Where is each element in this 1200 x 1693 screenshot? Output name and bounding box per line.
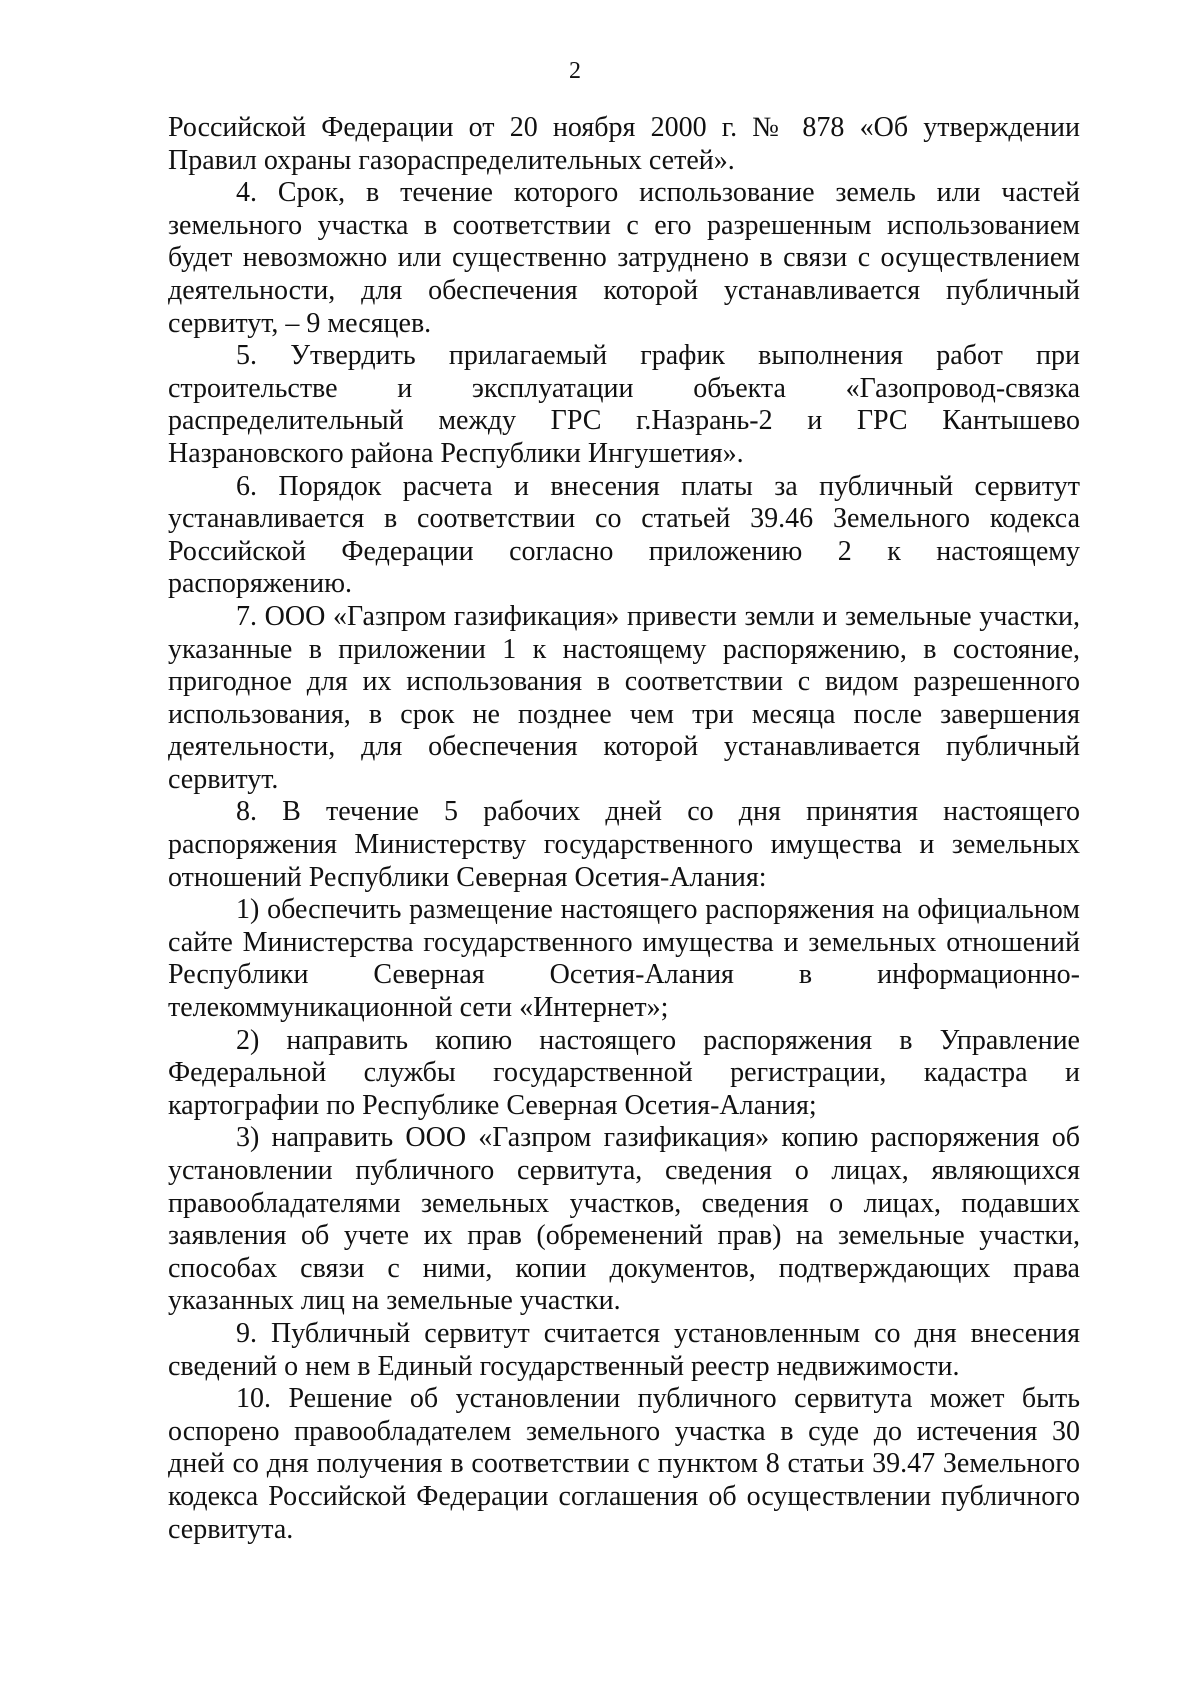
paragraph-item-5: 5. Утвердить прилагаемый график выполнения работ при строительстве и эксплуатации объекта «Газопровод-связка распределительный между ГРС г.Назрань-2 и ГРС Кантышево Назрановского района Республики Ингушетия». xyxy=(168,340,1080,469)
paragraph-item-6: 6. Порядок расчета и внесения платы за публичный сервитут устанавливается в соответствии со статьей 39.46 Земельного кодекса Российской Федерации согласно приложению 2 к настоящему распоряжению. xyxy=(168,470,1080,600)
document-body xyxy=(168,112,1080,1546)
paragraph-subitem-8-1: 1) обеспечить размещение настоящего распоряжения на официальном сайте Министерства государственного имущества и земельных отношений Республики Северная Осетия-Алания в информационно-телекоммуникационной сети «Интернет»; xyxy=(168,894,1080,1024)
paragraph-item-7: 7. ООО «Газпром газификация» привести земли и земельные участки, указанные в приложении 1 к настоящему распоряжению, в состояние, пригодное для их использования в соответствии с видом разрешенного использования, в срок не позднее чем три месяца после завершения деятельности, для обеспечения которой устанавливается публичный сервитут. xyxy=(168,600,1080,795)
paragraph-subitem-8-2: 2) направить копию настоящего распоряжения в Управление Федеральной службы государственной регистрации, кадастра и картографии по Республике Северная Осетия-Алания; xyxy=(168,1024,1080,1121)
paragraph-item-10: 10. Решение об установлении публичного сервитута может быть оспорено правообладателем земельного участка в суде до истечения 30 дней со дня получения в соответствии с пунктом 8 статьи 39.47 Земельного кодекса Российской Федерации соглашения об осуществлении публичного сервитута. xyxy=(168,1383,1080,1545)
paragraph-item-9: 9. Публичный сервитут считается установленным со дня внесения сведений о нем в Единый государственный реестр недвижимости. xyxy=(168,1317,1080,1382)
page-number: 2 xyxy=(569,58,581,84)
paragraph-item-4: 4. Срок, в течение которого использование земель или частей земельного участка в соответствии с его разрешенным использованием будет невозможно или существенно затруднено в связи с осуществлением деятельности, для обеспечения которой устанавливается публичный сервитут, – 9 месяцев. xyxy=(168,177,1080,339)
paragraph-subitem-8-3: 3) направить ООО «Газпром газификация» копию распоряжения об установлении публичного сервитута, сведения о лицах, являющихся правообладателями земельных участков, сведения о лицах, подавших заявления об учете их прав (обременений прав) на земельные участки, способах связи с ними, копии документов, подтверждающих права указанных лиц на земельные участки. xyxy=(168,1122,1080,1317)
paragraph-continuation: Российской Федерации от 20 ноября 2000 г. № 878 «Об утверждении Правил охраны газораспределительных сетей». xyxy=(168,112,1080,176)
paragraph-item-8: 8. В течение 5 рабочих дней со дня принятия настоящего распоряжения Министерству государственного имущества и земельных отношений Республики Северная Осетия-Алания: xyxy=(168,796,1080,893)
